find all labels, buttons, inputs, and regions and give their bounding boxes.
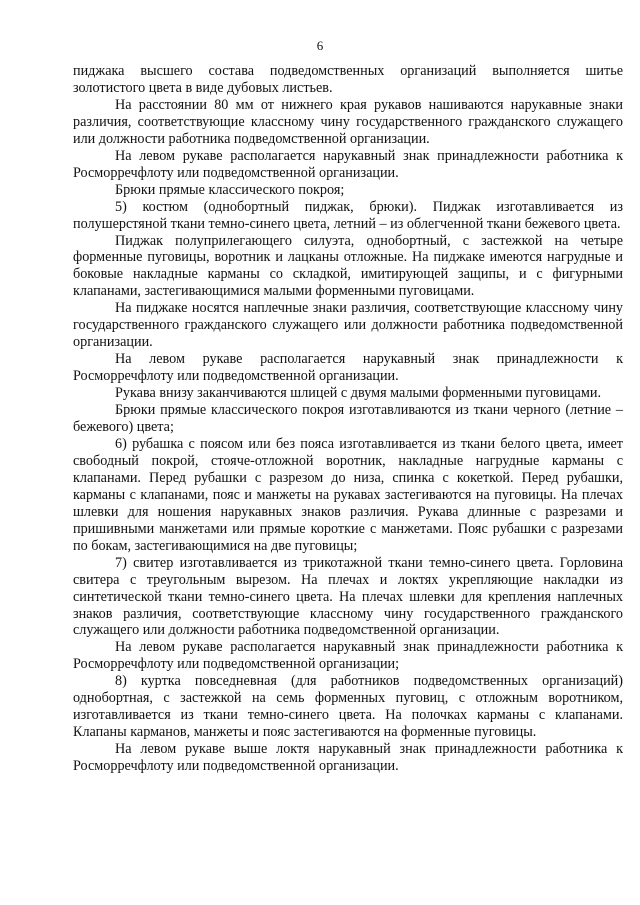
paragraph: 5) костюм (однобортный пиджак, брюки). Пиджак изготавливается из полушерстяной ткани темно-синего цвета, летний – из облегченной ткани бежевого цвета. (73, 198, 623, 232)
document-body (73, 63, 623, 775)
paragraph: На левом рукаве располагается нарукавный знак принадлежности к Росморречфлоту или подведомственной организации. (73, 351, 623, 385)
paragraph: На левом рукаве располагается нарукавный знак принадлежности работника к Росморречфлоту или подведомственной организации; (73, 639, 623, 673)
paragraph: На левом рукаве располагается нарукавный знак принадлежности работника к Росморречфлоту или подведомственной организации. (73, 147, 623, 181)
paragraph: 8) куртка повседневная (для работников подведомственных организаций) однобортная, с застежкой на семь форменных пуговиц, с отложным воротником, изготавливается из ткани темно-синего цвета. На полочках карманы с клапанами. Клапаны карманов, манжеты и пояс застегиваются на форменные пуговицы. (73, 673, 623, 741)
paragraph: На левом рукаве выше локтя нарукавный знак принадлежности работника к Росморречфлоту или подведомственной организации. (73, 741, 623, 775)
paragraph: Брюки прямые классического покроя изготавливаются из ткани черного (летние – бежевого) цвета; (73, 402, 623, 436)
page-number: 6 (316, 38, 324, 53)
paragraph: Брюки прямые классического покроя; (115, 181, 345, 198)
paragraph: На расстоянии 80 мм от нижнего края рукавов нашиваются нарукавные знаки различия, соответствующие классному чину государственного гражданского служащего или должности работника подведомственной организации. (73, 96, 623, 147)
paragraph: 6) рубашка с поясом или без пояса изготавливается из ткани белого цвета, имеет свободный покрой, стояче-отложной воротник, накладные нагрудные карманы с клапанами. Перед рубашки с разрезом до низа, спинка с кокеткой. Перед рубашки, карманы с клапанами, пояс и манжеты на рукавах застегиваются на пуговицы. На плечах шлевки для ношения нарукавных знаков различия. Рукава длинные с разрезами и пришивными манжетами или прямые короткие с манжетами. Пояс рубашки с разрезами по бокам, застегивающимися на две пуговицы; (73, 435, 623, 554)
paragraph: Пиджак полуприлегающего силуэта, однобортный, с застежкой на четыре форменные пуговицы, воротник и лацканы отложные. На пиджаке имеются нагрудные и боковые накладные карманы со складкой, имитирующей защипы, и с фигурными клапанами, застегивающимися малыми форменными пуговицами. (73, 232, 623, 300)
paragraph: Рукава внизу заканчиваются шлицей с двумя малыми форменными пуговицами. (115, 385, 602, 402)
paragraph: 7) свитер изготавливается из трикотажной ткани темно-синего цвета. Горловина свитера с треугольным вырезом. На плечах и локтях укрепляющие накладки из синтетической ткани темно-синего цвета. На плечах шлевки для крепления наплечных знаков различия, соответствующие классному чину государственного гражданского служащего или должности работника подведомственной организации. (73, 554, 623, 639)
paragraph: На пиджаке носятся наплечные знаки различия, соответствующие классному чину государственного гражданского служащего или должности работника подведомственной организации. (73, 300, 623, 351)
paragraph: пиджака высшего состава подведомственных организаций выполняется шитье золотистого цвета в виде дубовых листьев. (73, 63, 623, 96)
